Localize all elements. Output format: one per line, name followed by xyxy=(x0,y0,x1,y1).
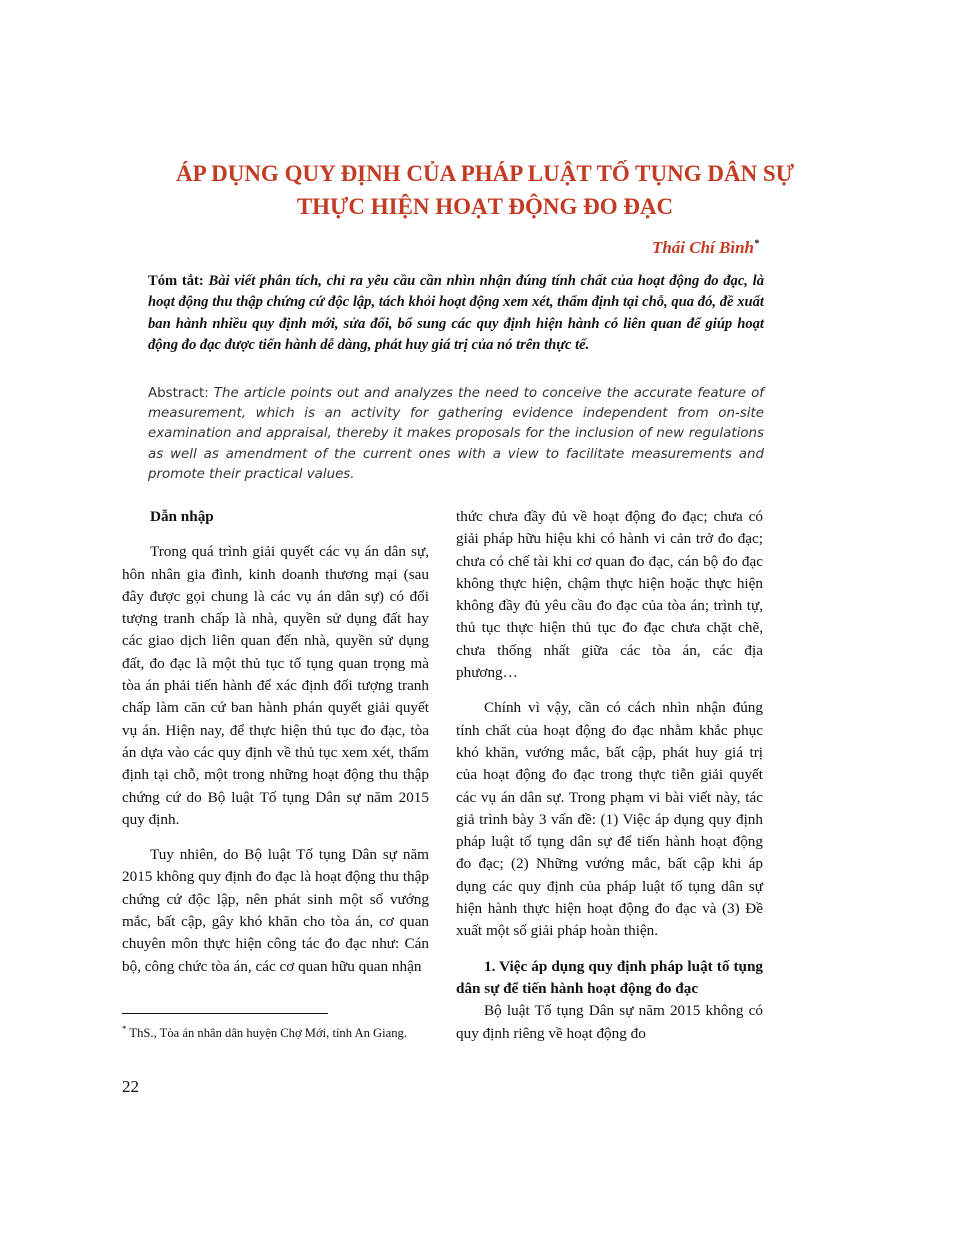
footnote xyxy=(122,1020,429,1043)
right-paragraph-2: Chính vì vậy, cần có cách nhìn nhận đúng tính chất của hoạt động đo đạc nhằm khắc phục khó khăn, vướng mắc, bất cập, phát huy giá trị của hoạt động đo đạc trong thực tiễn giải quyết các vụ án dân sự. Trong phạm vi bài viết này, tác giả trình bày 3 vấn đề: (1) Việc áp dụng quy định pháp luật tố tụng dân sự để tiến hành hoạt động đo đạc; (2) Những vướng mắc, bất cập khi áp dụng các quy định của pháp luật tố tụng dân sự hiện hành thực hiện hoạt động đo đạc và (3) Đề xuất một số giải pháp hoàn thiện. xyxy=(456,699,763,940)
left-paragraph-2: Tuy nhiên, do Bộ luật Tố tụng Dân sự năm 2015 không quy định đo đạc là hoạt động thu thập chứng cứ độc lập, nên phát sinh một số vướng mắc, bất cập, gây khó khăn cho tòa án, cơ quan chuyên môn thực hiện công tác đo đạc như: Cán bộ, công chức tòa án, các cơ quan hữu quan nhận xyxy=(122,846,429,975)
abstract-paragraph xyxy=(148,384,764,485)
left-column xyxy=(122,506,429,978)
left-paragraph-1: Trong quá trình giải quyết các vụ án dân sự, hôn nhân gia đình, kinh doanh thương mại (sau đây được gọi chung là các vụ án dân sự) có đối tượng tranh chấp là nhà, quyền sử dụng đất hay các giao dịch liên quan đến nhà, quyền sử dụng đất, đo đạc là một thủ tục tố tụng quan trọng mà tòa án phải tiến hành để xác định đối tượng tranh chấp làm căn cứ ban hành phán quyết giải quyết vụ án. Hiện nay, để thực hiện thủ tục đo đạc, tòa án dựa vào các quy định về thủ tục xem xét, thẩm định tại chỗ, một trong những hoạt động thu thập chứng cứ do Bộ luật Tố tụng Dân sự năm 2015 quy định. xyxy=(122,543,429,828)
page-number: 22 xyxy=(122,1077,139,1096)
right-paragraph-3: Bộ luật Tố tụng Dân sự năm 2015 không có quy định riêng về hoạt động đo xyxy=(456,1002,763,1042)
abstract-label: Abstract: xyxy=(148,386,209,401)
footnote-text: ThS., Tòa án nhân dân huyện Chợ Mới, tỉnh An Giang. xyxy=(126,1026,407,1041)
author-text: Thái Chí Bình xyxy=(651,238,754,257)
author-name xyxy=(652,238,759,258)
intro-heading: Dẫn nhập xyxy=(150,508,214,525)
summary-text: Bài viết phân tích, chỉ ra yêu cầu cần nhìn nhận đúng tính chất của hoạt động đo đạc, là hoạt động thu thập chứng cứ độc lập, tách khỏi hoạt động xem xét, thẩm định tại chỗ, qua đó, đề xuất ban hành nhiều quy định mới, sửa đổi, bổ sung các quy định hiện hành có liên quan để giúp hoạt động đo đạc được tiến hành dễ dàng, phát huy giá trị của nó trên thực tế. xyxy=(148,273,764,354)
right-paragraph-1: thức chưa đầy đủ về hoạt động đo đạc; chưa có giải pháp hữu hiệu khi có hành vi cản trở đo đạc; chưa có chế tài khi cơ quan đo đạc, cán bộ đo đạc không thực hiện, chậm thực hiện hoặc thực hiện không đầy đủ yêu cầu đo đạc của tòa án; trình tự, thủ tục thực hiện thủ tục đo đạc chưa chặt chẽ, chưa thống nhất giữa các tòa án, các địa phương… xyxy=(456,508,763,682)
author-footnote-mark: * xyxy=(754,238,759,250)
summary-paragraph xyxy=(148,271,764,357)
section-1-heading: 1. Việc áp dụng quy định pháp luật tố tụng dân sự để tiến hành hoạt động đo đạc xyxy=(456,957,763,997)
article-title xyxy=(90,157,880,223)
right-column xyxy=(456,506,763,1045)
footnote-mark: * xyxy=(122,1024,127,1034)
abstract-text: The article points out and analyzes the need to conceive the accurate feature of measurement, which is an activity for gathering evidence independent from on-site examination and appraisal, thereby it makes proposals for the inclusion of new regulations as well as amendment of the current ones with a view to facilitate measurements and promote their practical values. xyxy=(148,386,764,482)
title-line-2: THỰC HIỆN HOẠT ĐỘNG ĐO ĐẠC xyxy=(296,194,674,219)
footnote-divider xyxy=(122,1013,328,1014)
summary-label: Tóm tắt: xyxy=(148,273,204,289)
title-line-1: ÁP DỤNG QUY ĐỊNH CỦA PHÁP LUẬT TỐ TỤNG DÂN SỰ xyxy=(175,161,795,186)
